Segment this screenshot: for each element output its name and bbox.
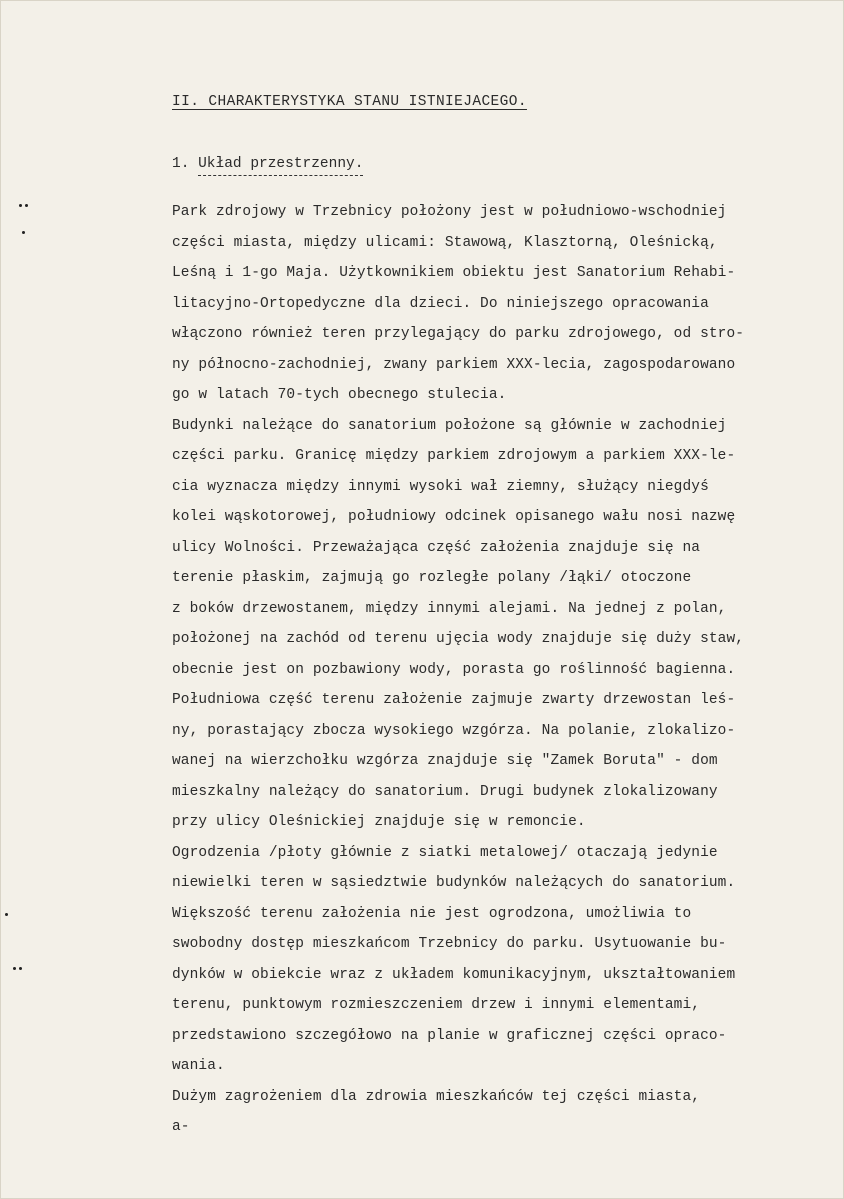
text-line: niewielki teren w sąsiedztwie budynków należących do sanatorium. bbox=[172, 875, 736, 891]
punch-mark bbox=[5, 913, 8, 916]
text-line: Leśną i 1-go Maja. Użytkownikiem obiektu jest Sanatorium Rehabi- bbox=[172, 265, 736, 281]
text-line: Dużym zagrożeniem dla zdrowia mieszkańców tej części miasta, bbox=[172, 1088, 701, 1105]
text-line: wanej na wierzchołku wzgórza znajduje się "Zamek Boruta" - dom bbox=[172, 753, 718, 769]
text-line: części parku. Granicę między parkiem zdrojowym a parkiem XXX-le- bbox=[172, 448, 736, 464]
text-line: Budynki należące do sanatorium położone są głównie w zachodniej bbox=[172, 417, 727, 434]
chapter-heading: II. CHARAKTERYSTYKA STANU ISTNIEJACEGO. bbox=[172, 94, 527, 110]
text-line: ulicy Wolności. Przeważająca część założenia znajduje się na bbox=[172, 539, 701, 556]
text-line: wania. bbox=[172, 1058, 225, 1074]
text-line: swobodny dostęp mieszkańcom Trzebnicy do parku. Usytuowanie bu- bbox=[172, 936, 727, 952]
section-heading bbox=[172, 156, 363, 172]
text-line: litacyjno-Ortopedyczne dla dzieci. Do niniejszego opracowania bbox=[172, 295, 709, 312]
text-line: włączono również teren przylegający do parku zdrojowego, od stro- bbox=[172, 326, 745, 342]
text-line: części miasta, między ulicami: Stawową, Klasztorną, Oleśnicką, bbox=[172, 234, 718, 251]
text-line: Południowa część terenu założenie zajmuje zwarty drzewostan leś- bbox=[172, 692, 736, 708]
text-line: Większość terenu założenia nie jest ogrodzona, umożliwia to bbox=[172, 905, 692, 922]
text-line: położonej na zachód od terenu ujęcia wody znajduje się duży staw, bbox=[172, 631, 745, 647]
text-line: terenie płaskim, zajmują go rozległe polany /łąki/ otoczone bbox=[172, 570, 692, 586]
punch-mark bbox=[19, 204, 22, 207]
punch-mark bbox=[25, 204, 28, 207]
punch-mark bbox=[22, 231, 25, 234]
text-line: kolei wąskotorowej, południowy odcinek opisanego wału nosi nazwę bbox=[172, 509, 736, 525]
section-title: Układ przestrzenny. bbox=[198, 156, 363, 176]
text-line: dynków w obiekcie wraz z układem komunikacyjnym, ukształtowaniem bbox=[172, 966, 736, 983]
text-line: terenu, punktowym rozmieszczeniem drzew i innymi elementami, bbox=[172, 997, 701, 1013]
text-line: mieszkalny należący do sanatorium. Drugi budynek zlokalizowany bbox=[172, 783, 718, 800]
text-line: go w latach 70-tych obecnego stulecia. bbox=[172, 387, 507, 403]
text-line: Ogrodzenia /płoty głównie z siatki metalowej/ otaczają jedynie bbox=[172, 844, 718, 861]
text-line: a- bbox=[172, 1119, 190, 1135]
text-line: obecnie jest on pozbawiony wody, porasta go roślinność bagienna. bbox=[172, 661, 736, 678]
text-line: przy ulicy Oleśnickiej znajduje się w remoncie. bbox=[172, 814, 586, 830]
text-line: ny północno-zachodniej, zwany parkiem XXX-lecia, zagospodarowano bbox=[172, 356, 736, 373]
text-line: ny, porastający zbocza wysokiego wzgórza. Na polanie, zlokalizo- bbox=[172, 722, 736, 739]
section-number: 1. bbox=[172, 156, 190, 172]
text-line: Park zdrojowy w Trzebnicy położony jest w południowo-wschodniej bbox=[172, 204, 727, 220]
punch-mark bbox=[13, 967, 16, 970]
text-line: z boków drzewostanem, między innymi alejami. Na jednej z polan, bbox=[172, 600, 727, 617]
text-line: cia wyznacza między innymi wysoki wał ziemny, służący niegdyś bbox=[172, 478, 709, 495]
text-line: przedstawiono szczegółowo na planie w graficznej części opraco- bbox=[172, 1027, 727, 1044]
punch-mark bbox=[19, 967, 22, 970]
